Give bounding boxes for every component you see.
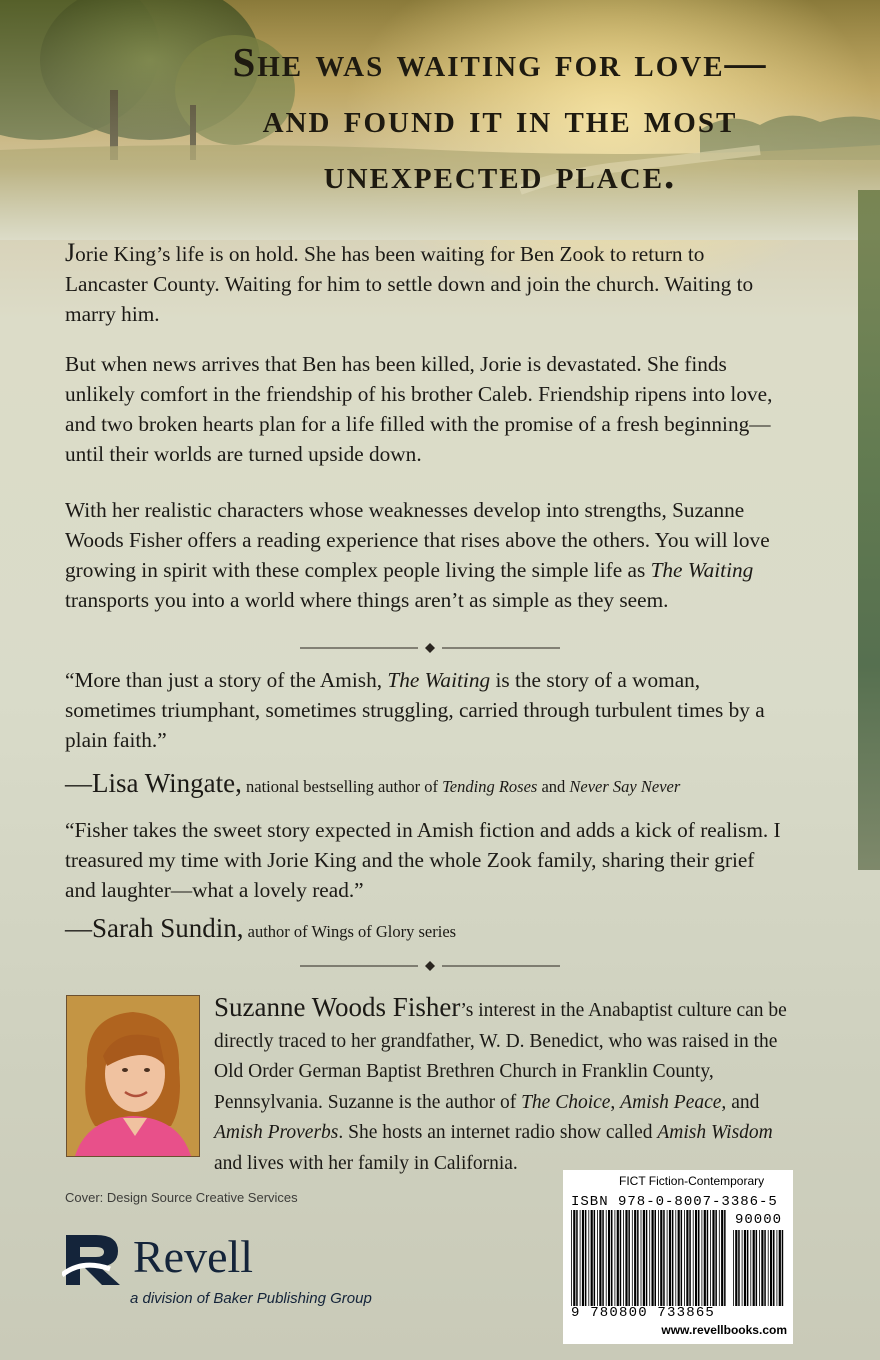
barcode-bar (738, 1230, 740, 1306)
barcode-bar (715, 1210, 717, 1306)
barcode-addon-bars (733, 1230, 785, 1306)
endorser-name: —Sarah Sundin, (65, 913, 244, 943)
ornament-divider (300, 959, 560, 973)
drop-cap: J (65, 238, 76, 267)
barcode-bar (632, 1210, 633, 1306)
author-photo (66, 995, 200, 1157)
barcode-bar (615, 1210, 616, 1306)
barcode-bar (750, 1230, 751, 1306)
bisac-category: FICT Fiction-Contemporary (619, 1174, 765, 1188)
barcode-bar (660, 1210, 662, 1306)
isbn-barcode-panel (563, 1170, 793, 1344)
barcode-bar (702, 1210, 703, 1306)
barcode-bar (698, 1210, 700, 1306)
barcode-bar (678, 1210, 680, 1306)
barcode-bar (764, 1230, 766, 1306)
spine-edge-strip (858, 190, 880, 870)
barcode-bar (652, 1210, 654, 1306)
endorser-name: —Lisa Wingate, (65, 768, 242, 798)
endorsement-quote-2: “Fisher takes the sweet story expected in Amish fiction and adds a kick of realism. I treasured my time with Jorie King and the whole Zook family, sharing their grief and laughter—what a lovely read.” (65, 818, 781, 902)
barcode-bar (710, 1210, 711, 1306)
barcode-bar (721, 1210, 723, 1306)
headline-line: She was waiting for love— (232, 39, 768, 85)
barcode-bar (667, 1210, 668, 1306)
barcode-bar (773, 1230, 775, 1306)
barcode-bar (693, 1210, 694, 1306)
barcode-bar (695, 1210, 697, 1306)
barcode-bar (620, 1210, 622, 1306)
barcode-bar (582, 1210, 584, 1306)
barcode-bar (770, 1230, 772, 1306)
barcode-bar (617, 1210, 619, 1306)
barcode-bar (753, 1230, 755, 1306)
barcode-bar (689, 1210, 691, 1306)
bio-text: ’s interest in the Anabaptist culture can be directly traced to her grandfather, W. D. Benedict, who was raised in the Old Order German Baptist Brethren Church in Franklin County, Pennsylvania. Suzanne is the author of (214, 1000, 787, 1113)
barcode-bar (571, 1210, 572, 1306)
barcode-bar (675, 1210, 676, 1306)
barcode-bar (602, 1210, 604, 1306)
show-title: Amish Wisdom (657, 1122, 773, 1143)
barcode-bar (597, 1210, 598, 1306)
blurb-paragraph-2: But when news arrives that Ben has been killed, Jorie is devastated. She finds unlikely comfort in the friendship of his brother Caleb. Friendship ripens into love, and two broken hearts plan for a life filled with the promise of a fresh beginning—until their worlds are turned upside down. (65, 352, 773, 466)
book-title: Amish Peace, (620, 1091, 727, 1113)
cover-headline (150, 34, 850, 202)
barcode-bar (744, 1230, 746, 1306)
blurb-text: transports you into a world where things aren’t as simple as they seem. (65, 588, 669, 612)
author-bio (214, 992, 794, 1179)
publisher-subtitle: a division of Baker Publishing Group (130, 1290, 372, 1307)
barcode-bars (571, 1210, 726, 1306)
barcode-bar (576, 1210, 578, 1306)
barcode-bar (641, 1210, 642, 1306)
barcode-bar (625, 1210, 627, 1306)
barcode-bar (573, 1210, 575, 1306)
barcode-bar (658, 1210, 659, 1306)
bio-text: . She hosts an internet radio show called (338, 1122, 658, 1143)
barcode-bar (742, 1230, 743, 1306)
cover-design-credit: Cover: Design Source Creative Services (65, 1190, 298, 1205)
publisher-url: www.revellbooks.com (661, 1323, 787, 1337)
barcode-bar (719, 1210, 720, 1306)
blurb-text: orie King’s life is on hold. She has been waiting for Ben Zook to return to Lancaster County. Waiting for him to settle down and join the church. Waiting to marry him. (65, 242, 754, 326)
barcode-bar (646, 1210, 648, 1306)
book-title: Tending Roses (442, 777, 538, 796)
book-title: Amish Proverbs (214, 1122, 339, 1143)
blurb-paragraph-3 (65, 495, 790, 615)
barcode-bar (735, 1230, 737, 1306)
barcode-bar (724, 1210, 726, 1306)
bio-text: , (610, 1091, 621, 1113)
barcode-bar (606, 1210, 607, 1306)
barcode-bar (747, 1230, 749, 1306)
barcode-bar (768, 1230, 769, 1306)
barcode-bar (712, 1210, 714, 1306)
bio-text: and (726, 1091, 760, 1113)
book-title: The Waiting (650, 558, 754, 582)
price-code: 90000 (735, 1212, 783, 1228)
barcode-bar (628, 1210, 630, 1306)
barcode-digits: 9 780800 733865 (571, 1305, 716, 1321)
barcode-bar (686, 1210, 688, 1306)
barcode-bar (684, 1210, 685, 1306)
barcode-bar (681, 1210, 683, 1306)
publisher-name: Revell (133, 1231, 254, 1282)
blurb-text: With her realistic characters whose weaknesses develop into strengths, Suzanne Woods Fisher offers a reading experience that rises above the others. You will love growing in spirit with these complex people living the simple life as (65, 498, 770, 582)
isbn-number: ISBN 978-0-8007-3386-5 (571, 1194, 778, 1210)
barcode-bar (643, 1210, 645, 1306)
barcode-bar (649, 1210, 650, 1306)
barcode-bar (761, 1230, 763, 1306)
barcode-bar (707, 1210, 709, 1306)
barcode-bar (637, 1210, 639, 1306)
endorser-credit: author of Wings of Glory series (243, 922, 457, 941)
endorser-credit: national bestselling author of (241, 777, 443, 796)
barcode-bar (599, 1210, 601, 1306)
barcode-bar (594, 1210, 596, 1306)
quote-text: is the story of a woman, sometimes triumphant, sometimes struggling, carried through turbulent times by a plain faith.” (65, 668, 765, 752)
barcode-bar (704, 1210, 706, 1306)
barcode-bar (733, 1230, 734, 1306)
endorsement-attribution-2 (65, 913, 456, 944)
barcode-bar (655, 1210, 657, 1306)
barcode-bar (782, 1230, 784, 1306)
barcode-bar (779, 1230, 781, 1306)
blurb-paragraph-1 (65, 238, 790, 329)
book-title: Never Say Never (569, 777, 681, 796)
headline-line: and found it in the most (262, 95, 738, 141)
endorser-credit: and (537, 777, 570, 796)
ornament-divider (300, 641, 560, 655)
author-name: Suzanne Woods Fisher (214, 992, 461, 1022)
headline-line: unexpected place. (323, 151, 677, 197)
endorsement-attribution-1 (65, 768, 680, 799)
barcode-bar (669, 1210, 671, 1306)
bio-text: and lives with her family in California. (214, 1152, 518, 1174)
barcode-bar (608, 1210, 610, 1306)
barcode-bar (588, 1210, 589, 1306)
book-title: The Choice (521, 1091, 611, 1113)
barcode-bar (672, 1210, 674, 1306)
revell-logo-icon (62, 1229, 126, 1287)
barcode-bar (756, 1230, 758, 1306)
barcode-bar (580, 1210, 581, 1306)
barcode-bar (759, 1230, 760, 1306)
endorsement-quote-1 (65, 665, 785, 755)
quote-text: “More than just a story of the Amish, (65, 668, 388, 692)
barcode-bar (777, 1230, 778, 1306)
barcode-bar (611, 1210, 613, 1306)
barcode-bar (585, 1210, 587, 1306)
barcode-bar (663, 1210, 665, 1306)
book-title: The Waiting (387, 668, 491, 692)
barcode-bar (623, 1210, 624, 1306)
barcode-bar (591, 1210, 593, 1306)
barcode-bar (634, 1210, 636, 1306)
